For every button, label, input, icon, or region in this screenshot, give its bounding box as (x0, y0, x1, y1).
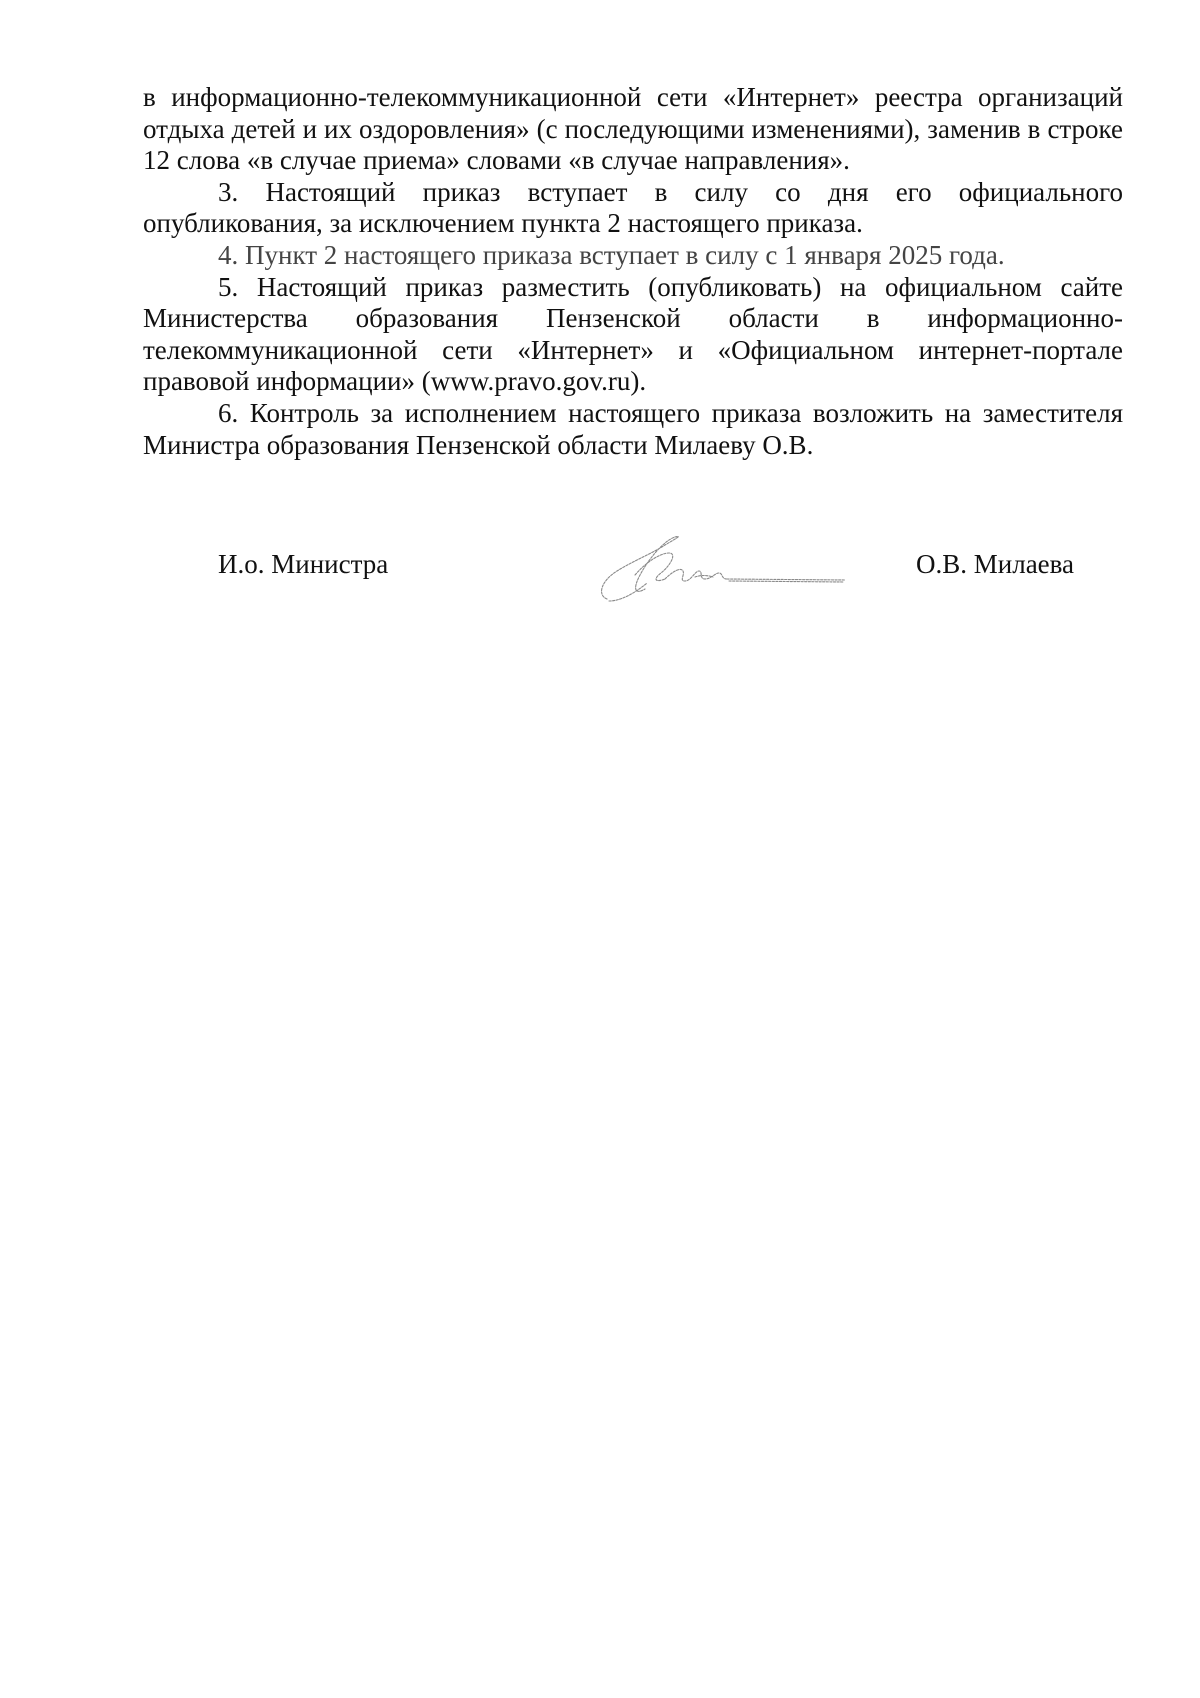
signature-block (0, 531, 1200, 611)
paragraph-item-4: 4. Пункт 2 настоящего приказа вступает в силу с 1 января 2025 года. (218, 239, 1005, 270)
paragraph-item-5: 5. Настоящий приказ разместить (опубликовать) на официальном сайте Министерства образования Пензенской области в информационно-телекоммуникационной сети «Интернет» и «Официальном интернет-портале правовой информации» (www.pravo.gov.ru). (143, 271, 1123, 397)
paragraph-continuation: в информационно-телекоммуникационной сети «Интернет» реестра организаций отдыха детей и их оздоровления» (с последующими изменениями), заменив в строке 12 слова «в случае приема» словами «в случае направления». (143, 82, 1123, 176)
paragraph-item-6: 6. Контроль за исполнением настоящего приказа возложить на заместителя Министра образования Пензенской области Милаеву О.В. (143, 397, 1123, 460)
document-body (143, 82, 1123, 461)
handwritten-signature-icon (595, 531, 855, 611)
signatory-title: И.о. Министра (218, 549, 389, 579)
signatory-name: О.В. Милаева (916, 549, 1075, 579)
paragraph-item-3: 3. Настоящий приказ вступает в силу со дня его официального опубликования, за исключением пункта 2 настоящего приказа. (143, 176, 1123, 239)
